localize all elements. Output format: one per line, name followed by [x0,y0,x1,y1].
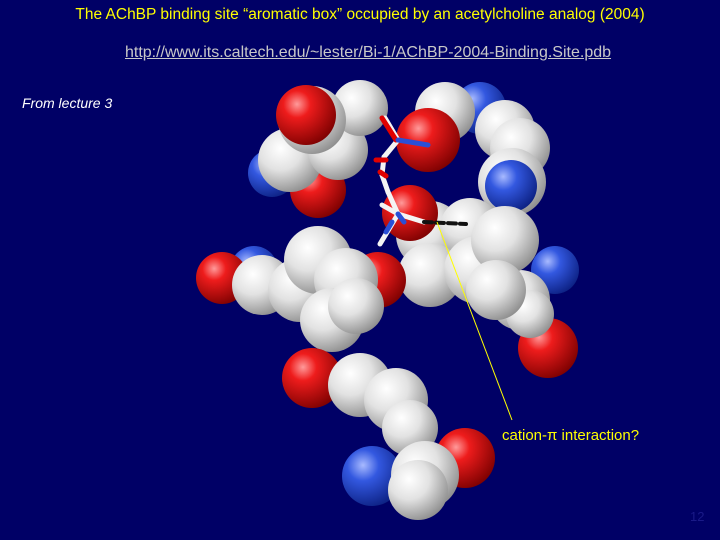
interaction-annotation: cation-π interaction? [502,427,640,444]
residue-middle-left [196,226,406,352]
residue-upper-left [248,80,388,218]
lecture-note: From lecture 3 [22,95,113,111]
page-number: 12 [690,509,705,524]
slide-title: The AChBP binding site “aromatic box” occupied by an acetylcholine analog (2004) [75,6,645,23]
pdb-link[interactable]: http://www.its.caltech.edu/~lester/Bi-1/AChBP-2004-Binding.Site.pdb [124,44,612,61]
residue-lower [282,348,495,520]
